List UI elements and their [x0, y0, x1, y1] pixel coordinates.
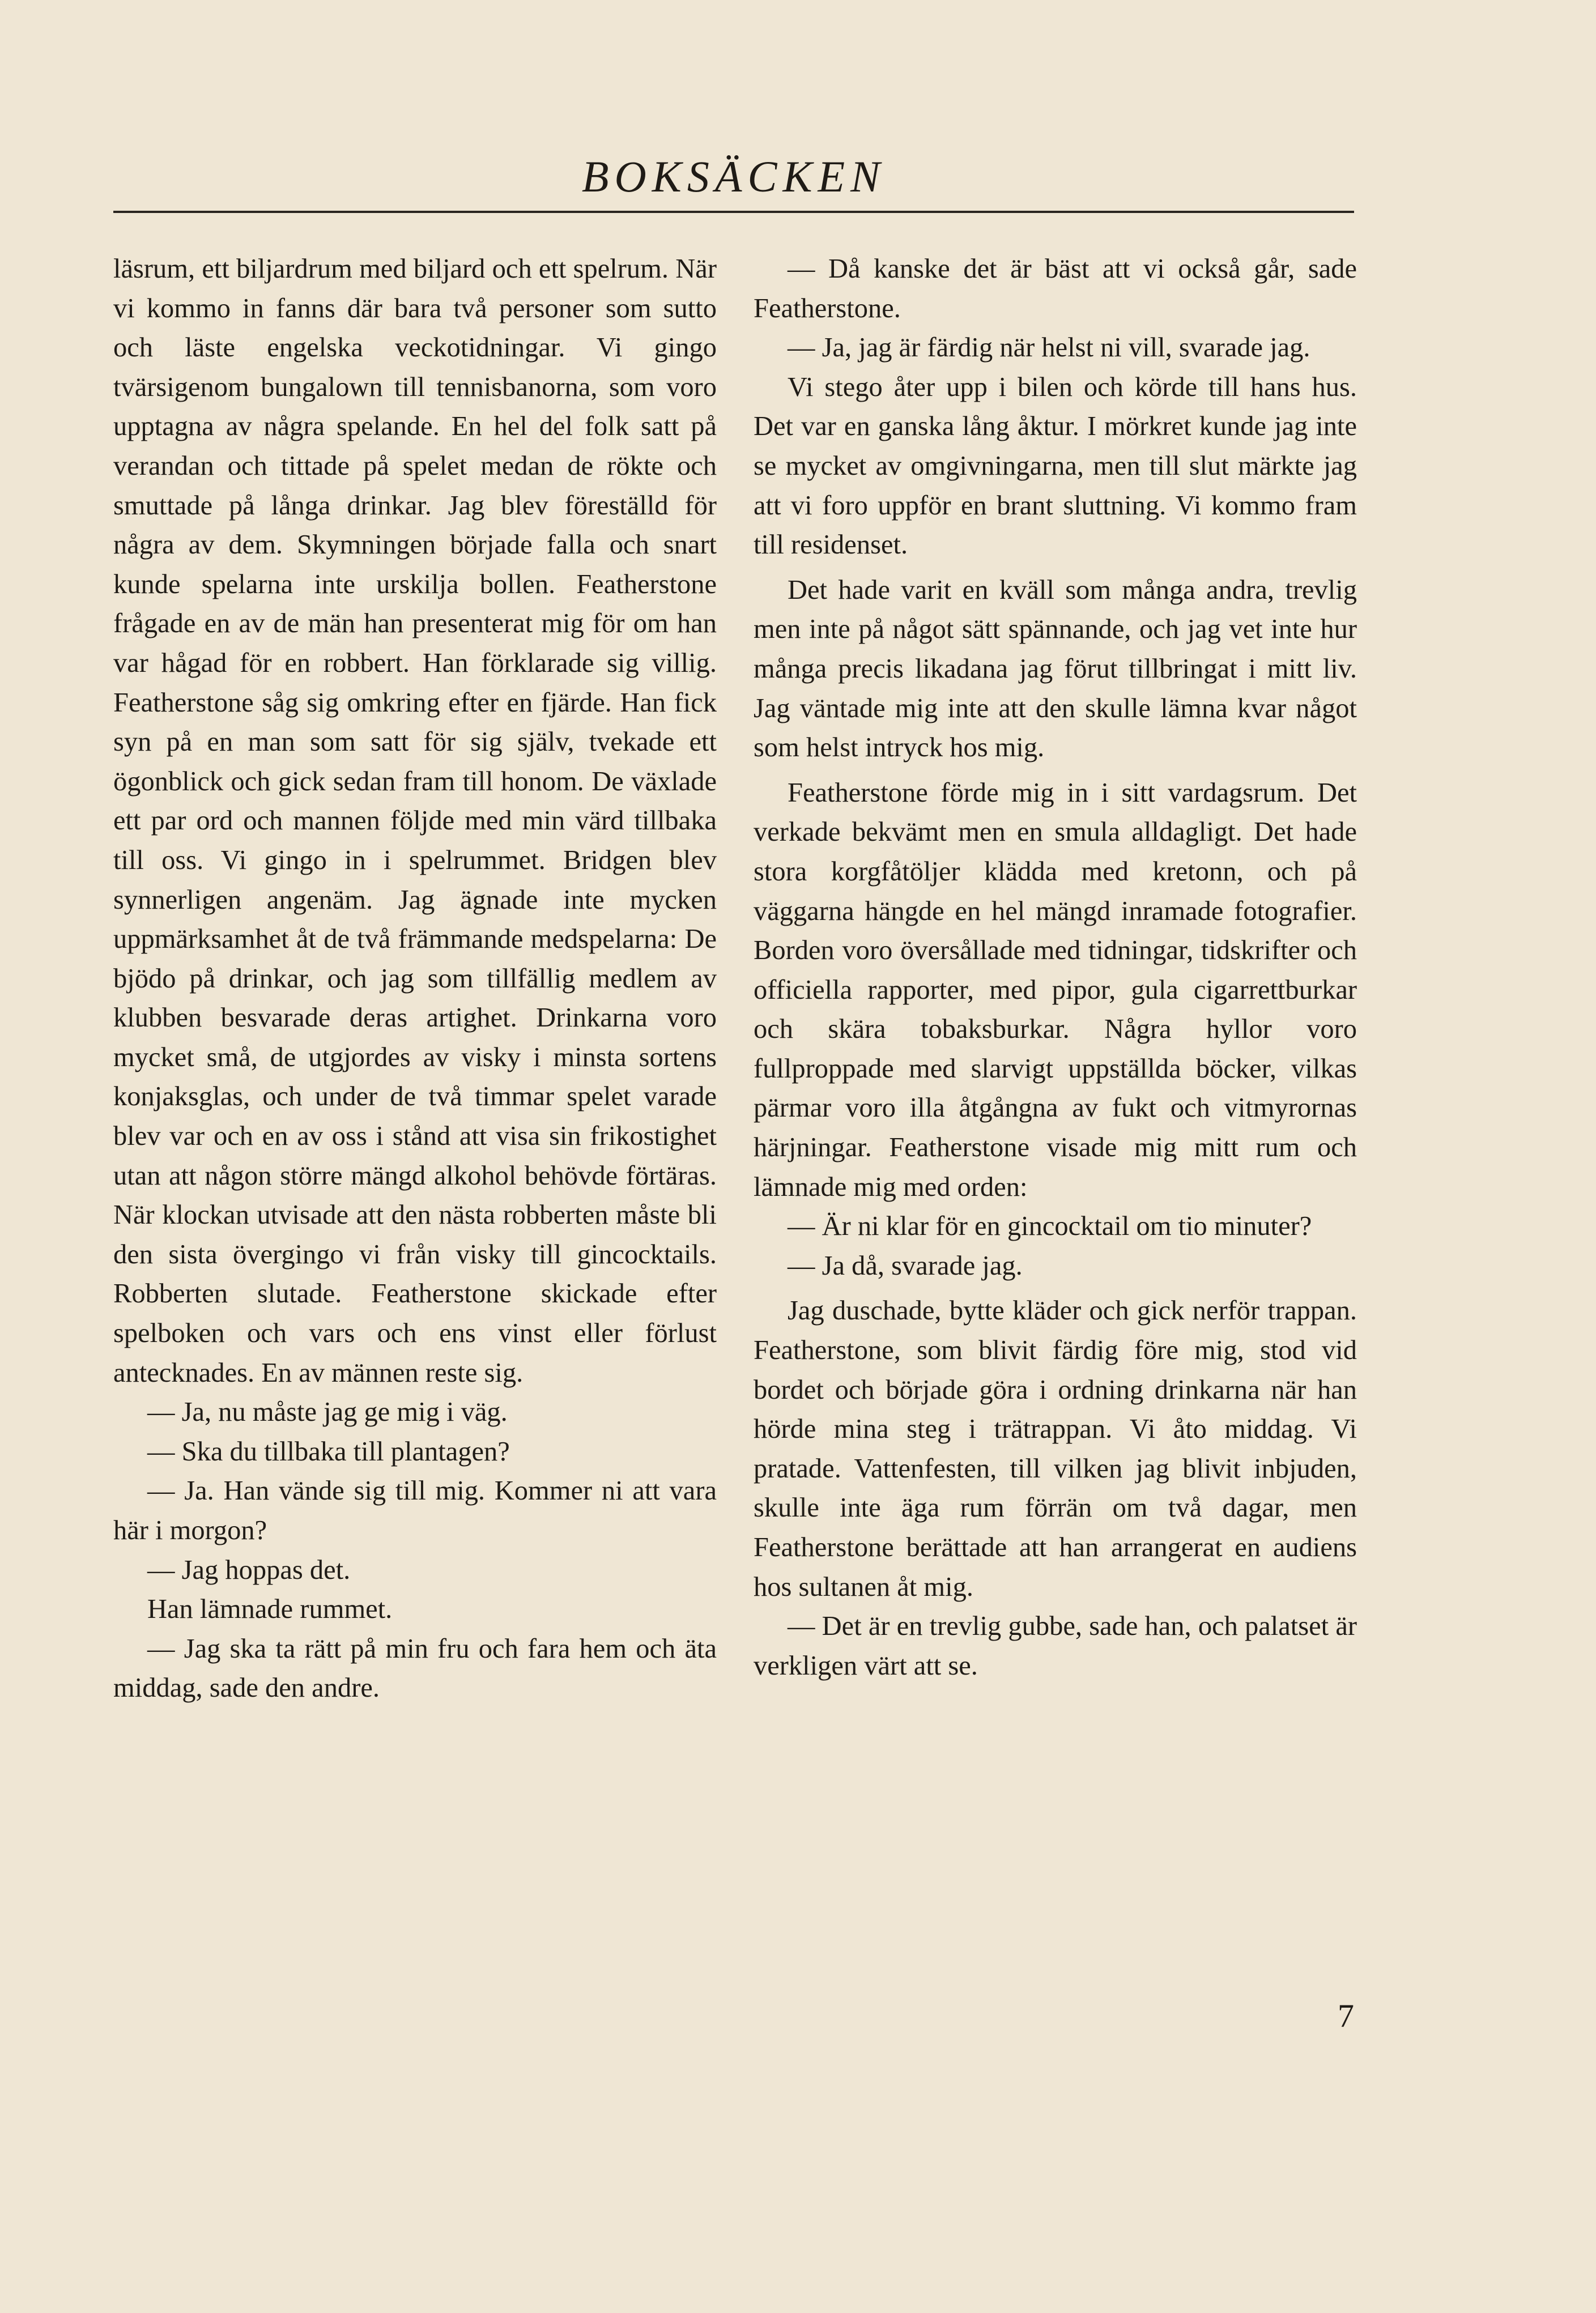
paragraph: — Ska du tillbaka till plantagen? — [147, 1436, 510, 1467]
paragraph: läsrum, ett biljardrum med biljard och ett spelrum. När vi kommo in fanns där bara två personer som sutto och läste engelska veckotidningar. Vi gingo tvärsigenom bungalown till tennisbanorna, som voro upptagna av några spelande. En hel del folk satt på verandan och tittade på spelet medan de rökte och smuttade på långa drinkar. Jag blev föreställd för några av dem. Skymningen började falla och snart kunde spelarna inte urskilja bollen. Featherstone frågade en av de män han presenterat mig för om han var hågad för en robbert. Han förklarade sig villig. Featherstone såg sig omkring efter en fjärde. Han fick syn på en man som satt för sig själv, tvekade ett ögonblick och gick sedan fram till honom. De växlade ett par ord och mannen följde med min värd tillbaka till oss. Vi gingo in i spelrummet. Bridgen blev synnerligen angenäm. Jag ägnade inte mycken uppmärksamhet åt de två främmande medspelarna: De bjödo på drinkar, och jag som tillfällig medlem av klubben besvarade deras artighet. Drinkarna voro mycket små, de utgjordes av visky i minsta sortens konjaksglas, och under de två timmar spelet varade blev var och en av oss i stånd att visa sin frikostighet utan att någon större mängd alkohol behövde förtäras. När klockan utvisade att den nästa robberten måste bli den sista övergingo vi från visky till gincocktails. Robberten slutade. Featherstone skickade efter spelboken och vars och ens vinst eller förlust antecknades. En av männen reste sig. — [113, 254, 717, 1388]
paragraph: — Då kanske det är bäst att vi också går, sade Featherstone. — [754, 254, 1357, 323]
paragraph: Det hade varit en kväll som många andra, trevlig men inte på något sätt spännande, och jag vet inte hur många precis likadana jag förut tillbringat i mitt liv. Jag väntade mig inte att den skulle lämna kvar något som helst intryck hos mig. — [754, 574, 1357, 763]
paragraph: — Ja. Han vände sig till mig. Kommer ni att vara här i morgon? — [113, 1476, 717, 1545]
paragraph: — Jag ska ta rätt på min fru och fara hem och äta middag, sade den andre. — [113, 1633, 717, 1703]
paragraph: — Är ni klar för en gincocktail om tio minuter? — [788, 1211, 1312, 1242]
page-number: 7 — [1338, 1997, 1354, 2034]
header-rule — [113, 211, 1354, 213]
paragraph: — Jag hoppas det. — [147, 1554, 351, 1585]
paragraph: — Ja då, svarade jag. — [788, 1250, 1023, 1281]
running-header: BOKSÄCKEN — [581, 152, 886, 201]
left-column — [113, 249, 717, 1708]
paragraph: Featherstone förde mig in i sitt vardagsrum. Det verkade bekvämt men en smula alldagligt. Det hade stora korgfåtöljer klädda med kretonn, och på väggarna hängde en hel mängd inramade fotografier. Borden voro översållade med tidningar, tidskrifter och officiella rapporter, med pipor, gula cigarrettburkar och skära tobaksburkar. Några hyllor voro fullproppade med slarvigt uppställda böcker, vilkas pärmar voro illa åtgångna av fukt och vitmyrornas härjningar. Featherstone visade mig mitt rum och lämnade mig med orden: — [754, 777, 1357, 1202]
paragraph: Han lämnade rummet. — [147, 1594, 393, 1625]
paragraph: — Det är en trevlig gubbe, sade han, och palatset är verkligen värt att se. — [754, 1611, 1357, 1681]
paragraph: — Ja, nu måste jag ge mig i väg. — [147, 1397, 508, 1428]
paragraph: — Ja, jag är färdig när helst ni vill, svarade jag. — [788, 333, 1310, 363]
paragraph: Vi stego åter upp i bilen och körde till hans hus. Det var en ganska lång åktur. I mörkret kunde jag inte se mycket av omgivningarna, men till slut märkte jag att vi foro uppför en brant sluttning. Vi kommo fram till residenset. — [754, 372, 1357, 560]
right-column — [754, 249, 1357, 1685]
paragraph: Jag duschade, bytte kläder och gick nerför trappan. Featherstone, som blivit färdig före mig, stod vid bordet och började göra i ordning drinkarna när han hörde mina steg i trätrappan. Vi åto middag. Vi pratade. Vattenfesten, till vilken jag blivit inbjuden, skulle inte äga rum förrän om två dagar, men Featherstone berättade att han arrangerat en audiens hos sultanen åt mig. — [754, 1296, 1357, 1602]
